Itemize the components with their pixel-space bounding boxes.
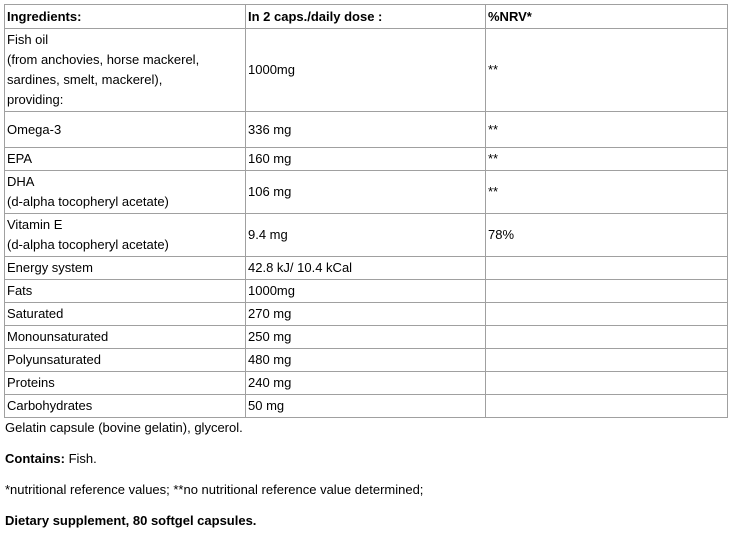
table-row	[5, 112, 728, 148]
ingredient-cell: Omega-3	[5, 112, 246, 148]
dose-cell: 480 mg	[246, 349, 486, 372]
nrv-cell	[486, 257, 728, 280]
ingredient-cell: Proteins	[5, 372, 246, 395]
table-row	[5, 29, 728, 112]
table-row	[5, 372, 728, 395]
dose-cell: 160 mg	[246, 148, 486, 171]
product-text: Dietary supplement, 80 softgel capsules.	[5, 513, 257, 528]
nrv-cell: **	[486, 29, 728, 112]
nrv-cell: **	[486, 171, 728, 214]
table-row	[5, 349, 728, 372]
ingredient-cell: Carbohydrates	[5, 395, 246, 418]
nutrition-table	[4, 4, 728, 418]
table-row	[5, 303, 728, 326]
footnote: *nutritional reference values; **no nutritional reference value determined;	[5, 482, 424, 497]
dose-cell: 42.8 kJ/ 10.4 kCal	[246, 257, 486, 280]
dose-cell: 1000mg	[246, 280, 486, 303]
ingredient-cell: DHA (d-alpha tocopheryl acetate)	[5, 171, 246, 214]
dose-cell: 106 mg	[246, 171, 486, 214]
dose-cell: 250 mg	[246, 326, 486, 349]
table-row	[5, 326, 728, 349]
table-row	[5, 395, 728, 418]
dose-cell: 1000mg	[246, 29, 486, 112]
dose-cell: 9.4 mg	[246, 214, 486, 257]
contains-value: Fish.	[64, 451, 97, 466]
ingredient-cell: Energy system	[5, 257, 246, 280]
header-nrv: %NRV*	[486, 5, 728, 29]
ingredient-cell: Fish oil (from anchovies, horse mackerel, sardines, smelt, mackerel), providing:	[5, 29, 246, 112]
nrv-cell	[486, 303, 728, 326]
contains-note	[5, 449, 725, 469]
nrv-cell	[486, 326, 728, 349]
capsule-note: Gelatin capsule (bovine gelatin), glycerol.	[5, 420, 243, 435]
nrv-cell	[486, 372, 728, 395]
ingredient-cell: Saturated	[5, 303, 246, 326]
header-ingredients: Ingredients:	[5, 5, 246, 29]
table-row	[5, 257, 728, 280]
nrv-cell	[486, 280, 728, 303]
ingredient-cell: Polyunsaturated	[5, 349, 246, 372]
table-row	[5, 148, 728, 171]
nrv-cell	[486, 395, 728, 418]
table-row	[5, 214, 728, 257]
nrv-cell: **	[486, 112, 728, 148]
notes-section	[5, 418, 725, 531]
ingredient-cell: Monounsaturated	[5, 326, 246, 349]
header-dose: In 2 caps./daily dose :	[246, 5, 486, 29]
dose-cell: 336 mg	[246, 112, 486, 148]
dose-cell: 50 mg	[246, 395, 486, 418]
nrv-cell: **	[486, 148, 728, 171]
dose-cell: 270 mg	[246, 303, 486, 326]
table-header-row	[5, 5, 728, 29]
contains-label: Contains:	[5, 451, 65, 466]
ingredient-cell: Fats	[5, 280, 246, 303]
nrv-cell	[486, 349, 728, 372]
table-row	[5, 280, 728, 303]
dose-cell: 240 mg	[246, 372, 486, 395]
ingredient-cell: EPA	[5, 148, 246, 171]
nrv-cell: 78%	[486, 214, 728, 257]
table-row	[5, 171, 728, 214]
ingredient-cell: Vitamin E (d-alpha tocopheryl acetate)	[5, 214, 246, 257]
product-description	[5, 511, 725, 531]
